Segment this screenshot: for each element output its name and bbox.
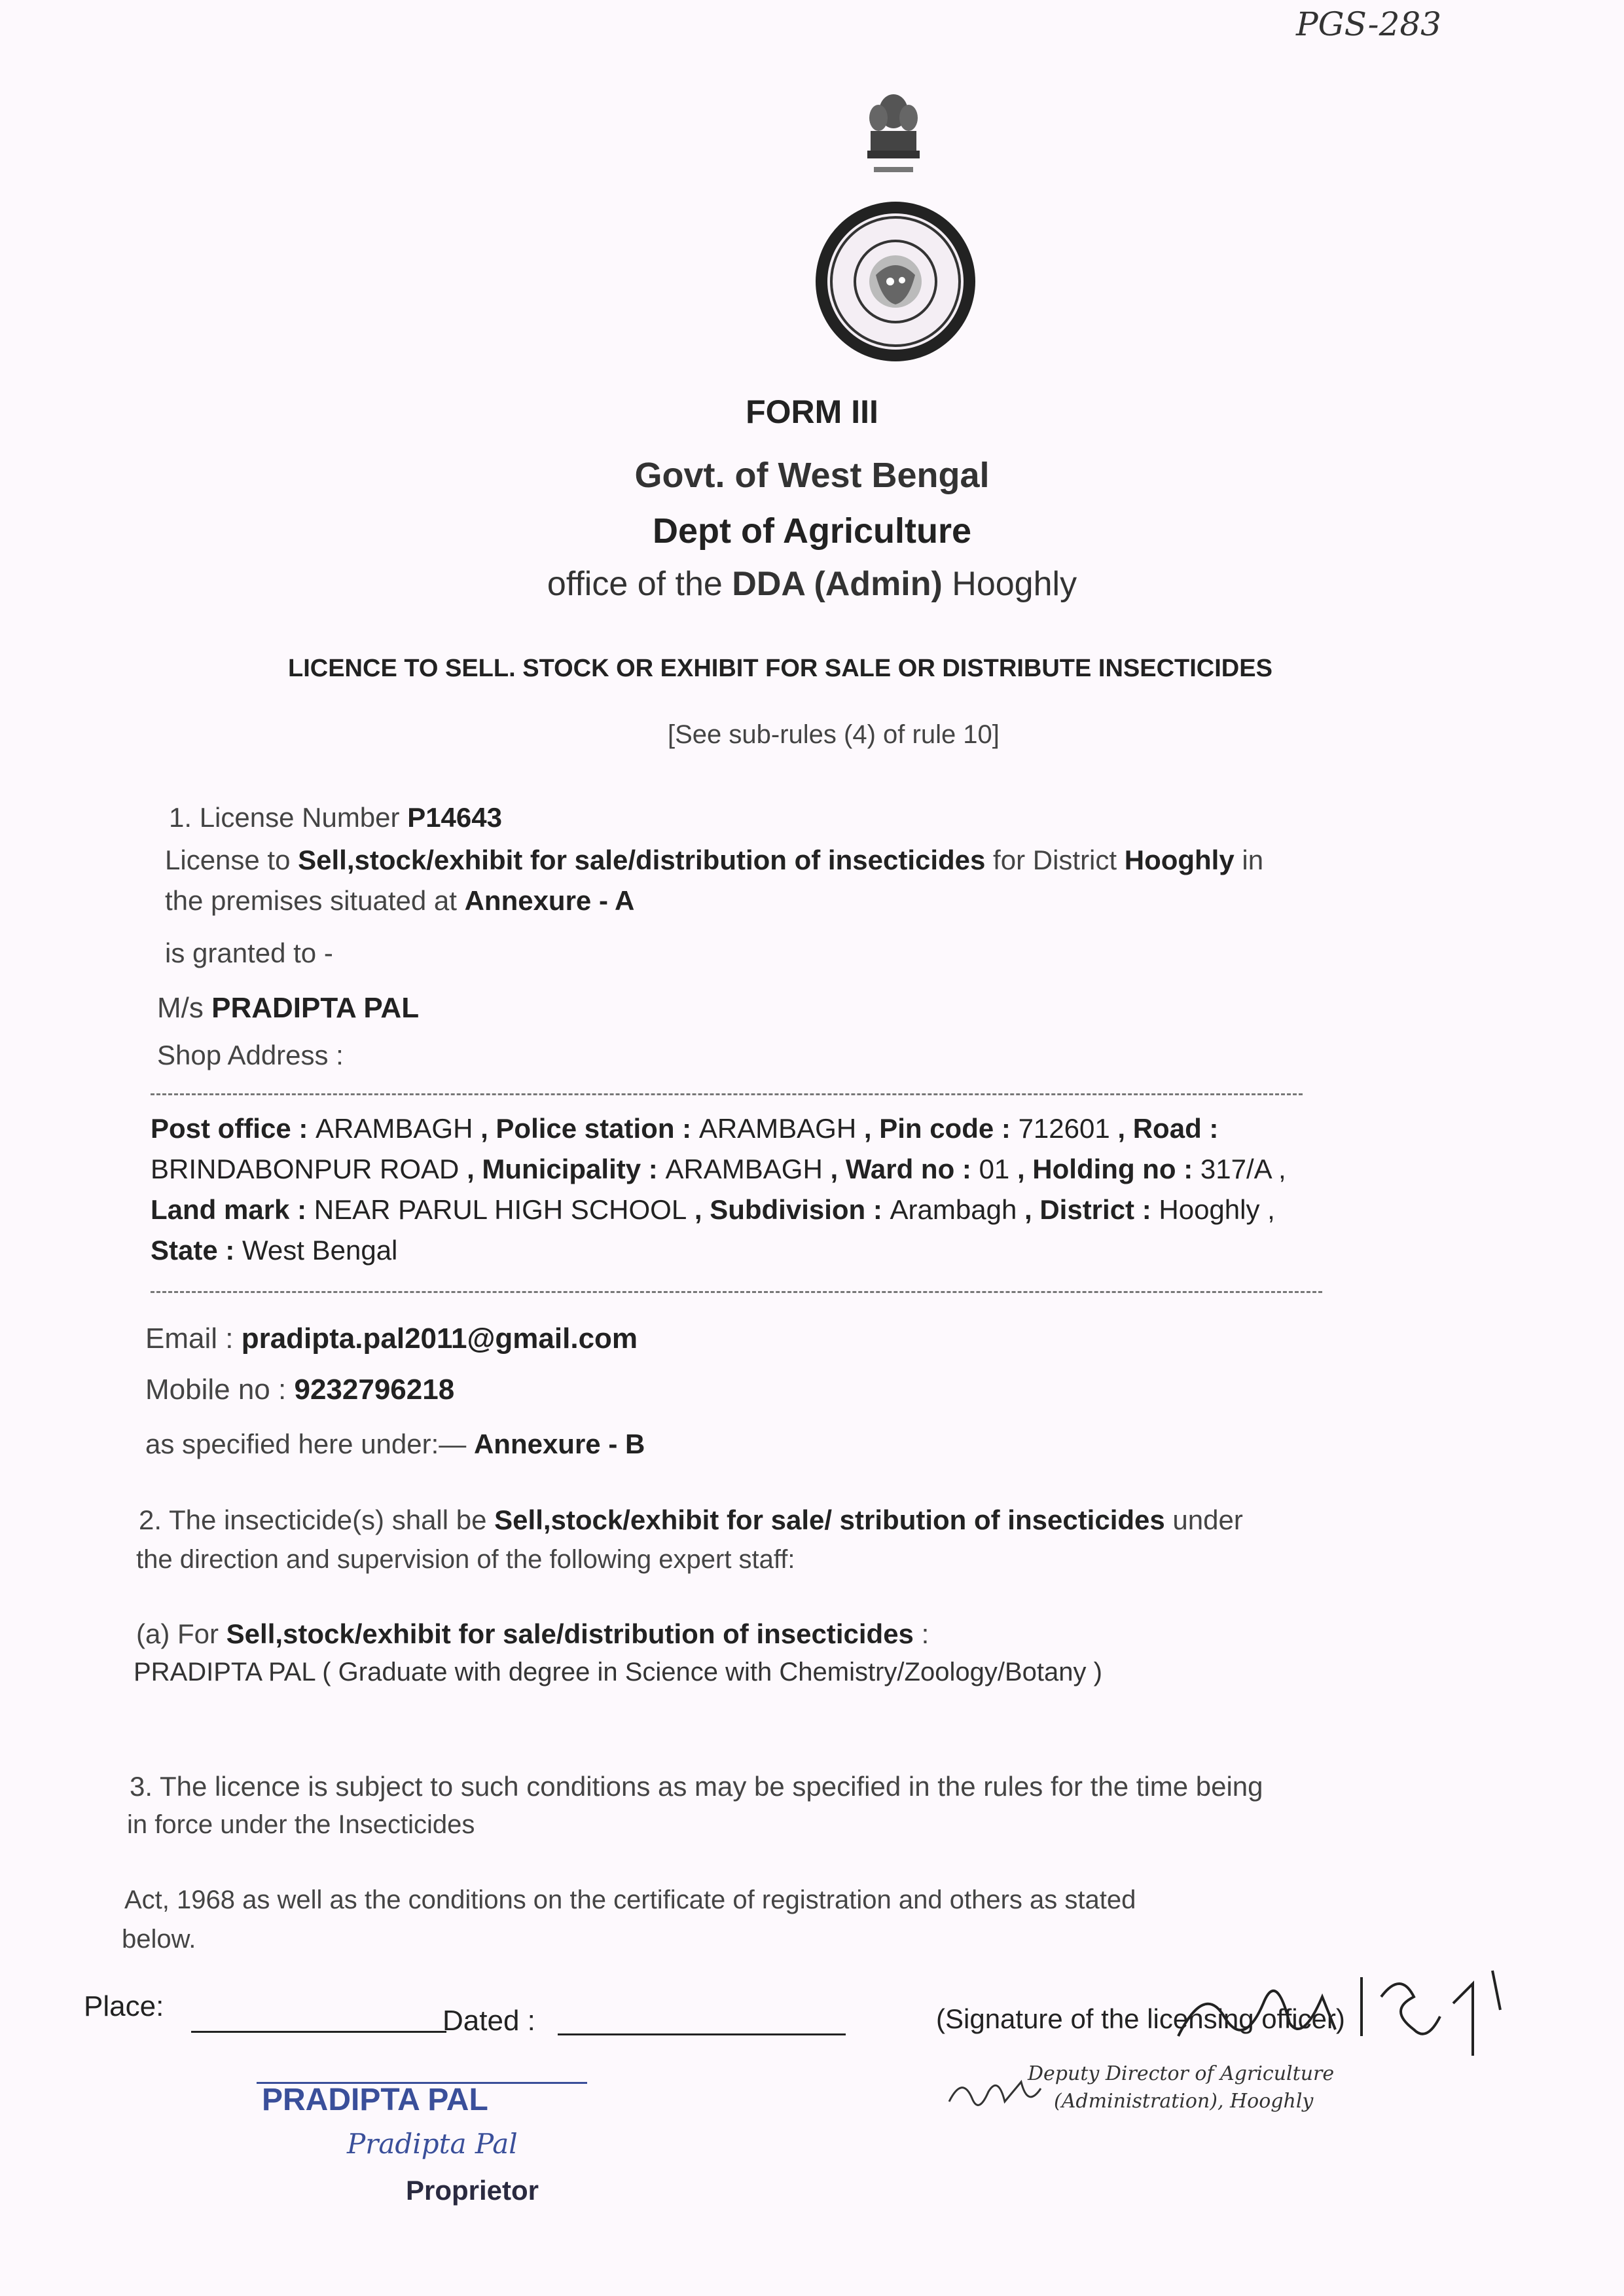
stamp-rule [257, 2082, 587, 2084]
license-number-line: 1. License Number P14643 [169, 802, 502, 833]
dated-label: Dated : [442, 2005, 535, 2037]
place-line [191, 2031, 446, 2033]
proprietor-stamp-name: PRADIPTA PAL [262, 2083, 488, 2117]
premises-line: the premises situated at Annexure - A [165, 885, 635, 916]
proprietor-signature: Pradipta Pal [347, 2128, 518, 2160]
officer-initials-icon [943, 2069, 1054, 2121]
granted-to-line: is granted to - [165, 938, 333, 968]
officer-signature-icon [1165, 1958, 1506, 2069]
email-line: Email : pradipta.pal2011@gmail.com [145, 1322, 638, 1355]
address-line-3: Land mark : NEAR PARUL HIGH SCHOOL , Subdivision : Arambagh , District : Hooghly , [151, 1194, 1275, 1225]
shop-address-label: Shop Address : [157, 1040, 344, 1070]
section2-line-2: the direction and supervision of the following expert staff: [136, 1545, 795, 1574]
header-department: Dept of Agriculture [652, 511, 971, 551]
mobile-line: Mobile no : 9232796218 [145, 1374, 455, 1406]
expert-staff-line: PRADIPTA PAL ( Graduate with degree in Science with Chemistry/Zoology/Botany ) [134, 1658, 1102, 1686]
sub-rules-note: [See sub-rules (4) of rule 10] [668, 720, 1000, 749]
section2-a-line: (a) For Sell,stock/exhibit for sale/distribution of insecticides : [136, 1618, 929, 1649]
address-line-2: BRINDABONPUR ROAD , Municipality : ARAMBAGH , Ward no : 01 , Holding no : 317/A , [151, 1154, 1286, 1184]
national-emblem-icon [857, 85, 929, 196]
address-line-1: Post office : ARAMBAGH , Police station : ARAMBAGH , Pin code : 712601 , Road : [151, 1113, 1219, 1144]
government-seal-icon [810, 196, 981, 367]
address-line-4: State : West Bengal [151, 1235, 398, 1266]
act-line-2: below. [122, 1925, 196, 1954]
dated-line [558, 2033, 846, 2035]
handwritten-reference: PGS-283 [1296, 5, 1441, 43]
licensee-name: M/s PRADIPTA PAL [157, 992, 420, 1024]
license-purpose-line: License to Sell,stock/exhibit for sale/distribution of insecticides for District Hooghly in [165, 845, 1264, 875]
licence-title: LICENCE TO SELL. STOCK OR EXHIBIT FOR SALE OR DISTRIBUTE INSECTICIDES [288, 655, 1272, 682]
proprietor-title: Proprietor [406, 2175, 539, 2206]
section2-line-1: 2. The insecticide(s) shall be Sell,stock/exhibit for sale/ stribution of insecticides under [139, 1504, 1243, 1535]
signature-caption: (Signature of the licensing officer) [936, 2003, 1345, 2034]
header-government: Govt. of West Bengal [634, 456, 990, 495]
specified-line: as specified here under:— Annexure - B [145, 1429, 645, 1459]
form-number: FORM III [746, 393, 878, 430]
header-office: office of the DDA (Admin) Hooghly [547, 565, 1077, 603]
officer-stamp-line-1: Deputy Director of Agriculture [1028, 2062, 1335, 2085]
officer-stamp-line-2: (Administration), Hooghly [1054, 2090, 1314, 2113]
act-line-1: Act, 1968 as well as the conditions on the certificate of registration and others as stated [124, 1886, 1136, 1914]
section3-line-1: 3. The licence is subject to such conditions as may be specified in the rules for the time being [130, 1771, 1263, 1802]
divider [151, 1291, 1322, 1293]
divider [151, 1093, 1303, 1095]
section3-line-2: in force under the Insecticides [127, 1810, 475, 1839]
place-label: Place: [84, 1990, 164, 2022]
